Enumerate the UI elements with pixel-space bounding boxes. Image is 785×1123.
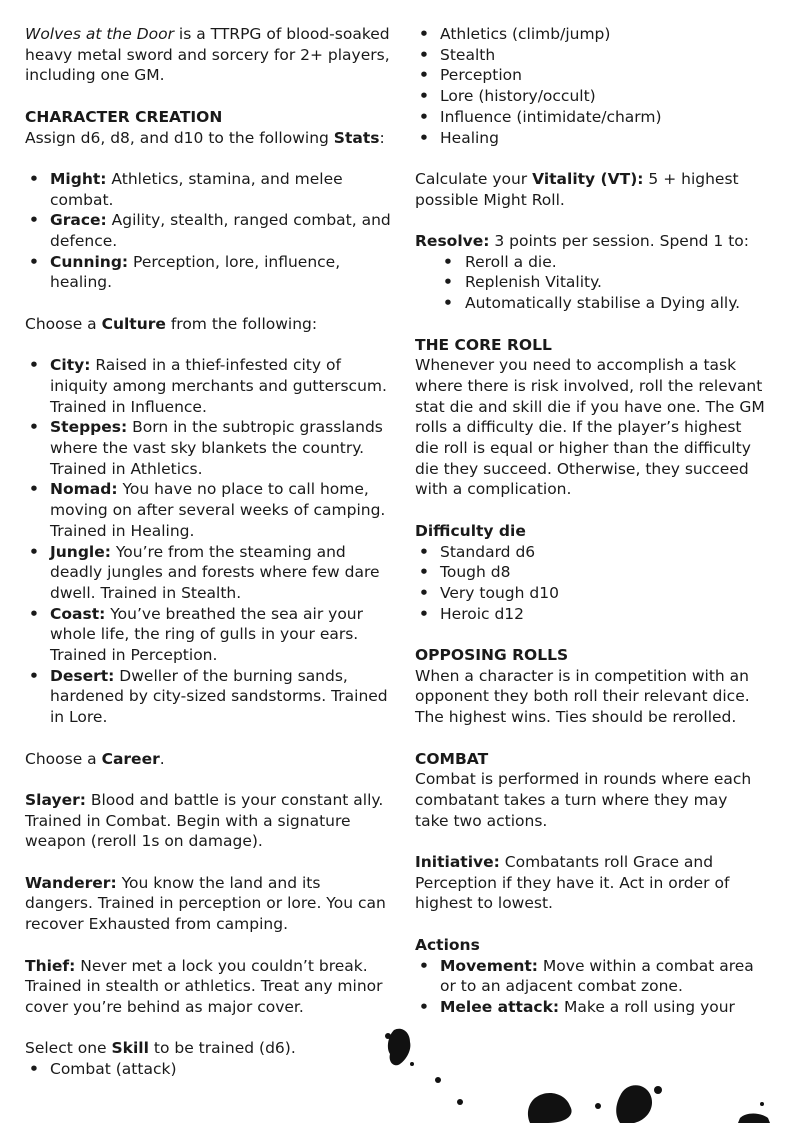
culture-desc: Dweller of the burning sands, hardened by city-sized sandstorms. Trained in Lore. <box>50 666 388 727</box>
action-desc: Move within a combat area or to an adjacent combat zone. <box>440 956 754 996</box>
list-item <box>25 417 393 479</box>
career-desc: Blood and battle is your constant ally. Trained in Combat. Begin with a signature weapon (reroll 1s on damage). <box>25 790 384 851</box>
list-item <box>25 666 393 728</box>
list-item <box>25 604 393 666</box>
culture-desc: You have no place to call home, moving on after several weeks of camping. Trained in Healing. <box>50 480 386 540</box>
stats-intro-post: : <box>379 128 385 147</box>
list-item: • Combat (attack) <box>25 1059 393 1080</box>
skills-list-left <box>25 1059 393 1080</box>
stats-intro <box>25 128 393 149</box>
culture-desc: Raised in a thief-infested city of iniquity among merchants and gutterscum. Trained in Influence. <box>50 356 387 416</box>
culture-name: Steppes: <box>50 418 128 437</box>
career-name: Slayer: <box>25 790 86 809</box>
vitality-post: 5 + highest possible Might Roll. <box>415 169 739 209</box>
vitality-pre: Calculate your <box>415 169 533 188</box>
culture-intro-pre: Choose a <box>25 314 102 333</box>
list-item <box>25 479 393 541</box>
list-item: • Perception <box>415 65 765 86</box>
culture-intro-bold: Culture <box>101 314 166 333</box>
actions-list <box>415 956 765 1018</box>
career-paragraph <box>25 873 393 935</box>
intro-text: is a TTRPG of blood-soaked heavy metal sword and sorcery for 2+ players, including one GM. <box>25 25 390 85</box>
career-desc: Never met a lock you couldn’t break. Trained in stealth or athletics. Treat any minor cover you’re behind as major cover. <box>25 956 383 1016</box>
opposing-rolls-text: When a character is in competition with an opponent they both roll their relevant dice. The highest wins. Ties should be rerolled. <box>415 666 750 727</box>
culture-name: Coast: <box>50 604 106 623</box>
resolve-uses-list <box>415 252 765 314</box>
stats-intro-bold: Stats <box>333 128 380 147</box>
action-desc: Make a roll using your <box>559 997 735 1016</box>
culture-intro <box>25 314 393 335</box>
skill-intro-bold: Skill <box>111 1039 149 1058</box>
skill-intro-pre: Select one <box>25 1039 112 1058</box>
action-name: Movement: <box>440 956 538 975</box>
list-item: • Lore (history/occult) <box>415 86 765 107</box>
list-item <box>25 542 393 604</box>
vitality-bold: Vitality (VT): <box>532 169 644 188</box>
culture-desc: You’ve breathed the sea air your whole life, the ring of gulls in your ears. Trained in Perception. <box>50 604 364 665</box>
list-item <box>25 210 393 251</box>
blood-splatter-bottom <box>430 1060 785 1123</box>
actions-heading: Actions <box>415 935 480 954</box>
career-intro <box>25 749 393 770</box>
list-item: • Standard d6 <box>415 542 765 563</box>
culture-desc: Born in the subtropic grasslands where the vast sky blankets the country. Trained in Athletics. <box>50 418 383 478</box>
culture-name: Nomad: <box>50 480 118 499</box>
list-item: • Heroic d12 <box>415 604 765 625</box>
career-intro-bold: Career <box>101 749 160 768</box>
resolve-paragraph <box>415 231 765 252</box>
core-roll-text: Whenever you need to accomplish a task where there is risk involved, roll the relevant stat die and skill die if you have one. The GM rolls a difficulty die. If the player’s highest die roll is equal or higher than the difficulty die they succeed. Otherwise, they succeed with a complication. <box>415 356 765 499</box>
career-name: Thief: <box>25 956 76 975</box>
combat-heading: COMBAT <box>415 749 489 768</box>
list-item: • Stealth <box>415 45 765 66</box>
initiative-post: Combatants roll Grace and Perception if they have it. Act in order of highest to lowest. <box>415 853 730 913</box>
list-item: • Reroll a die. <box>415 252 765 273</box>
combat-text: Combat is performed in rounds where each combatant takes a turn where they may take two actions. <box>415 770 752 830</box>
initiative-paragraph <box>415 852 765 914</box>
stat-name: Grace: <box>50 211 107 230</box>
difficulty-heading: Difficulty die <box>415 521 526 540</box>
right-column <box>415 24 765 1018</box>
stat-desc: Perception, lore, influence, healing. <box>50 252 341 292</box>
skill-intro-post: to be trained (d6). <box>148 1039 296 1058</box>
list-item: • Very tough d10 <box>415 583 765 604</box>
list-item <box>415 997 765 1018</box>
stat-desc: Agility, stealth, ranged combat, and defence. <box>50 211 391 250</box>
skill-intro <box>25 1038 393 1059</box>
initiative-bold: Initiative: <box>415 853 500 872</box>
culture-list <box>25 355 393 728</box>
culture-desc: You’re from the steaming and deadly jungles and forests where few dare dwell. Trained in Stealth. <box>50 542 380 602</box>
stats-list <box>25 169 393 293</box>
action-name: Melee attack: <box>440 997 560 1016</box>
career-paragraph <box>25 790 393 852</box>
stat-name: Might: <box>50 169 107 188</box>
culture-name: City: <box>50 356 91 375</box>
list-item <box>25 169 393 210</box>
vitality-paragraph <box>415 169 765 210</box>
list-item: • Tough d8 <box>415 562 765 583</box>
difficulty-list <box>415 542 765 625</box>
game-title: Wolves at the Door <box>25 25 174 43</box>
list-item: • Influence (intimidate/charm) <box>415 107 765 128</box>
character-creation-heading: CHARACTER CREATION <box>25 107 223 126</box>
blood-splatter-left <box>380 1024 420 1074</box>
culture-intro-post: from the following: <box>165 314 318 333</box>
career-paragraph <box>25 956 393 1018</box>
stat-name: Cunning: <box>50 252 129 271</box>
list-item: • Healing <box>415 128 765 149</box>
core-roll-heading: THE CORE ROLL <box>415 335 552 354</box>
list-item: • Automatically stabilise a Dying ally. <box>415 293 765 314</box>
intro-paragraph <box>25 24 393 86</box>
list-item: • Replenish Vitality. <box>415 272 765 293</box>
career-desc: You know the land and its dangers. Trained in perception or lore. You can recover Exhausted from camping. <box>25 873 386 934</box>
opposing-rolls-heading: OPPOSING ROLLS <box>415 646 569 665</box>
list-item <box>25 355 393 417</box>
list-item: • Athletics (climb/jump) <box>415 24 765 45</box>
resolve-bold: Resolve: <box>415 232 490 250</box>
culture-name: Jungle: <box>50 542 111 561</box>
stat-desc: Athletics, stamina, and melee combat. <box>50 169 343 209</box>
skills-list-right <box>415 24 765 148</box>
left-column <box>25 24 393 1080</box>
stats-intro-pre: Assign d6, d8, and d10 to the following <box>25 128 334 147</box>
list-item <box>25 252 393 293</box>
career-name: Wanderer: <box>25 873 117 892</box>
career-intro-pre: Choose a <box>25 749 102 768</box>
resolve-post: 3 points per session. Spend 1 to: <box>489 232 749 250</box>
list-item <box>415 956 765 997</box>
career-intro-post: . <box>159 749 165 768</box>
culture-name: Desert: <box>50 666 115 685</box>
